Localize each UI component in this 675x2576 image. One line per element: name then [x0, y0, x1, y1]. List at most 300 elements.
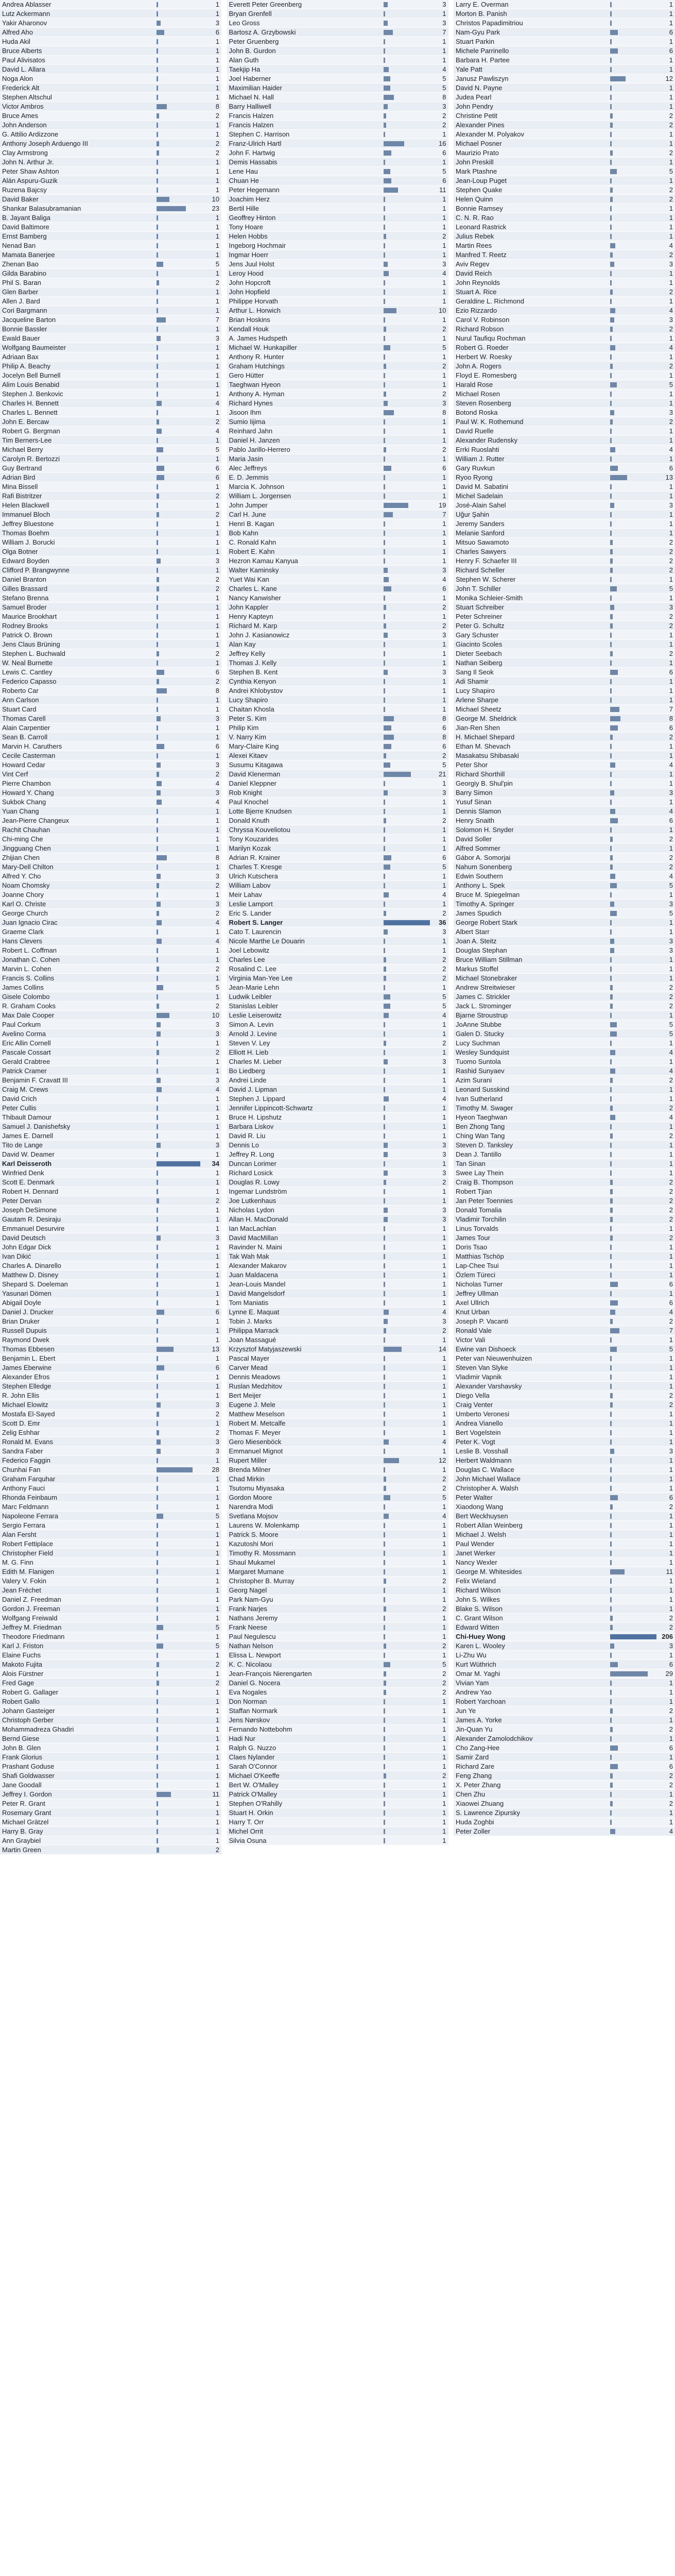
table-row: [227, 927, 448, 937]
count-bar-track: [610, 1225, 656, 1232]
table-row: [0, 408, 221, 417]
table-row: [227, 872, 448, 881]
count-bar: [610, 1560, 612, 1565]
count-bar-track: [610, 965, 656, 973]
person-name: Paul W. K. Rothemund: [456, 417, 524, 426]
person-name: Donald Tomalia: [456, 1206, 502, 1214]
person-name: Gilda Barabino: [2, 269, 46, 277]
count-bar-track: [157, 1744, 203, 1752]
count-value: 1: [215, 1632, 219, 1640]
count-bar-track: [157, 1828, 203, 1835]
count-value: 5: [442, 83, 446, 92]
person-name: Karl J. Friston: [2, 1641, 44, 1650]
table-row: [227, 1345, 448, 1354]
count-bar-track: [610, 641, 656, 648]
count-bar: [610, 1319, 613, 1324]
count-bar-track: [157, 1754, 203, 1761]
count-bar-track: [384, 493, 430, 500]
count-bar-track: [157, 530, 203, 537]
count-value: 1: [669, 1363, 673, 1371]
count-bar-track: [610, 372, 656, 379]
count-bar-track: [610, 1763, 656, 1770]
count-value: 5: [669, 1020, 673, 1028]
table-row: [454, 315, 675, 325]
person-name: Paul Corkum: [2, 1020, 41, 1028]
person-name: Robert H. Dennard: [2, 1187, 59, 1195]
count-value: 4: [669, 306, 673, 314]
count-bar-track: [384, 159, 430, 166]
person-name: Vladimir Torchilin: [456, 1215, 507, 1223]
table-row: [0, 1020, 221, 1029]
count-value: 2: [669, 1317, 673, 1325]
table-row: [454, 464, 675, 473]
count-value: 1: [442, 1623, 446, 1631]
count-bar-track: [384, 539, 430, 546]
count-value: 1: [442, 779, 446, 787]
count-value: 1: [442, 1391, 446, 1399]
table-row: [454, 770, 675, 779]
count-bar-track: [384, 956, 430, 963]
table-row: [227, 1308, 448, 1317]
count-bar-track: [384, 1633, 430, 1640]
count-bar: [610, 633, 612, 638]
count-bar: [610, 865, 613, 870]
count-value: 1: [669, 1549, 673, 1557]
count-bar-track: [157, 1531, 203, 1538]
count-value: 6: [442, 853, 446, 861]
table-row: [454, 649, 675, 658]
count-bar: [384, 141, 404, 146]
count-value: 1: [442, 287, 446, 296]
table-row: [454, 705, 675, 714]
person-name: Anthony A. Hyman: [229, 389, 285, 398]
table-row: [227, 297, 448, 306]
table-row: [454, 1122, 675, 1131]
count-bar-track: [610, 1188, 656, 1195]
count-value: 1: [215, 1280, 219, 1288]
count-bar: [157, 1792, 171, 1797]
person-name: Thibault Damour: [2, 1113, 52, 1121]
count-value: 1: [215, 1808, 219, 1817]
count-bar-track: [157, 1670, 203, 1677]
count-value: 7: [669, 705, 673, 713]
count-value: 1: [215, 121, 219, 129]
count-bar-track: [384, 1503, 430, 1511]
count-bar: [157, 39, 158, 44]
count-bar-track: [384, 947, 430, 954]
person-name: Hezron Kamau Kanyua: [229, 556, 298, 565]
table-row: [227, 937, 448, 946]
person-name: Ben Zhong Tang: [456, 1122, 505, 1130]
person-name: Joseph DeSimone: [2, 1206, 57, 1214]
count-bar-track: [610, 1689, 656, 1696]
count-bar-track: [157, 1837, 203, 1844]
person-name: Jane Goodall: [2, 1781, 42, 1789]
person-name: John A. Rogers: [456, 362, 501, 370]
person-name: Nicole Marthe Le Douarin: [229, 937, 305, 945]
person-name: Anthony Joseph Arduengo III: [2, 139, 88, 147]
count-bar-track: [610, 910, 656, 917]
count-value: 1: [669, 1168, 673, 1177]
count-bar: [157, 1430, 159, 1435]
count-bar-track: [157, 1438, 203, 1446]
count-value: 1: [442, 1734, 446, 1742]
person-name: Federico Faggin: [2, 1456, 50, 1464]
table-row: [227, 918, 448, 927]
count-bar-track: [157, 1272, 203, 1279]
count-bar: [157, 1829, 158, 1834]
table-row: [227, 686, 448, 696]
table-row: [0, 696, 221, 705]
count-value: 7: [442, 510, 446, 518]
count-bar: [157, 308, 158, 313]
count-value: 1: [669, 1011, 673, 1019]
count-bar: [384, 1235, 385, 1241]
table-row: [454, 454, 675, 464]
table-row: [454, 909, 675, 918]
count-bar-track: [157, 826, 203, 834]
count-bar-track: [384, 1411, 430, 1418]
count-bar: [384, 698, 385, 703]
count-bar: [157, 1801, 158, 1806]
count-bar-track: [157, 1114, 203, 1121]
count-value: 1: [215, 1502, 219, 1511]
count-value: 1: [442, 1521, 446, 1529]
count-bar-track: [384, 1466, 430, 1473]
count-value: 3: [215, 1141, 219, 1149]
person-name: Narendra Modi: [229, 1502, 273, 1511]
table-row: [0, 1382, 221, 1391]
count-bar-track: [610, 557, 656, 565]
table-row: [454, 1308, 675, 1317]
table-row: [0, 631, 221, 640]
count-bar: [610, 1690, 612, 1695]
table-row: [0, 1354, 221, 1363]
count-bar: [384, 1838, 385, 1843]
table-row: [0, 399, 221, 408]
person-name: Jack L. Strominger: [456, 1002, 512, 1010]
count-bar-track: [610, 975, 656, 982]
count-bar: [157, 243, 158, 248]
table-row: [0, 1475, 221, 1484]
table-row: [0, 492, 221, 501]
table-row: [227, 1697, 448, 1706]
person-name: Paul Negulescu: [229, 1632, 276, 1640]
person-name: Elliott H. Lieb: [229, 1048, 269, 1056]
count-value: 3: [215, 714, 219, 722]
count-bar-track: [157, 956, 203, 963]
count-bar-track: [157, 1, 203, 8]
count-bar-track: [384, 1374, 430, 1381]
count-value: 1: [215, 955, 219, 963]
table-row: [227, 835, 448, 844]
person-name: Francis S. Collins: [2, 974, 55, 982]
person-name: Jeffrey Kelly: [229, 649, 266, 657]
count-bar-track: [610, 1383, 656, 1390]
count-bar-track: [610, 687, 656, 694]
count-bar: [610, 809, 615, 814]
person-name: Christopher A. Walsh: [456, 1484, 518, 1492]
table-row: [454, 139, 675, 148]
table-row: [454, 714, 675, 723]
count-value: 2: [669, 1771, 673, 1780]
count-bar-track: [610, 57, 656, 64]
table-row: [454, 1039, 675, 1048]
person-name: Bo Liedberg: [229, 1066, 265, 1075]
count-bar-track: [610, 1596, 656, 1603]
count-bar: [157, 1096, 158, 1101]
count-value: 1: [442, 1632, 446, 1640]
table-row: [227, 1781, 448, 1790]
table-row: [227, 649, 448, 658]
person-name: Claes Nylander: [229, 1753, 275, 1761]
person-name: Simon A. Levin: [229, 1020, 274, 1028]
count-bar: [384, 688, 385, 693]
table-row: [454, 1002, 675, 1011]
table-row: [0, 872, 221, 881]
count-bar: [610, 753, 612, 758]
count-value: 1: [669, 1790, 673, 1798]
count-bar-track: [157, 363, 203, 370]
count-bar-track: [610, 520, 656, 528]
count-bar-track: [384, 1021, 430, 1028]
count-value: 2: [669, 250, 673, 259]
count-bar: [384, 271, 389, 276]
person-name: Christine Petit: [456, 111, 497, 120]
count-bar-track: [157, 1142, 203, 1149]
count-value: 2: [215, 1845, 219, 1854]
count-bar: [384, 707, 385, 712]
person-name: Bjarne Stroustrup: [456, 1011, 508, 1019]
person-name: Craig Venter: [456, 1400, 493, 1409]
count-bar: [157, 1217, 158, 1222]
count-bar-track: [157, 446, 203, 453]
person-name: James Collins: [2, 983, 44, 991]
count-bar-track: [384, 205, 430, 212]
table-row: [0, 1400, 221, 1410]
person-name: Robert E. Kahn: [229, 547, 275, 555]
count-bar-track: [384, 1513, 430, 1520]
table-row: [0, 760, 221, 770]
table-row: [227, 575, 448, 584]
count-value: 2: [669, 1623, 673, 1631]
person-name: Jean Fréchet: [2, 1586, 41, 1594]
table-row: [0, 519, 221, 529]
count-bar: [384, 929, 388, 935]
count-value: 2: [442, 1326, 446, 1334]
table-row: [227, 538, 448, 547]
person-name: Staffan Normark: [229, 1706, 278, 1715]
count-bar-track: [157, 1327, 203, 1334]
count-value: 1: [669, 1512, 673, 1520]
count-bar: [157, 1504, 158, 1510]
count-value: 1: [215, 1243, 219, 1251]
count-bar-track: [610, 669, 656, 676]
table-row: [227, 1836, 448, 1845]
count-value: 2: [669, 992, 673, 1001]
table-row: [227, 1187, 448, 1196]
count-bar: [157, 809, 158, 814]
count-bar-track: [384, 882, 430, 889]
person-name: Eva Nogales: [229, 1688, 267, 1696]
count-bar-track: [610, 1327, 656, 1334]
count-bar-track: [610, 455, 656, 463]
count-bar: [157, 123, 158, 128]
count-value: 206: [662, 1632, 673, 1640]
count-bar-track: [157, 1067, 203, 1075]
table-row: [0, 1530, 221, 1539]
person-name: Francis Halzen: [229, 121, 274, 129]
count-bar: [384, 299, 385, 304]
count-bar: [157, 948, 158, 953]
count-bar-track: [157, 1624, 203, 1631]
count-value: 1: [442, 1465, 446, 1473]
count-bar: [384, 725, 391, 731]
count-value: 1: [442, 223, 446, 231]
count-bar: [610, 772, 612, 777]
person-name: Graham Hutchings: [229, 362, 285, 370]
person-name: James Tour: [456, 1233, 490, 1242]
table-column-1: [0, 0, 221, 2576]
table-row: [227, 584, 448, 594]
count-value: 1: [442, 844, 446, 852]
count-value: 1: [215, 1762, 219, 1770]
person-name: Alfred Aho: [2, 28, 33, 36]
person-name: Chad Mirkin: [229, 1475, 265, 1483]
count-bar-track: [610, 1698, 656, 1705]
count-bar: [157, 902, 161, 907]
table-row: [227, 1419, 448, 1428]
person-name: Ian MacLachlan: [229, 1224, 276, 1232]
person-name: Tony Kouzarides: [229, 835, 279, 843]
count-value: 1: [442, 696, 446, 704]
count-bar: [157, 2, 158, 7]
count-bar: [610, 160, 612, 165]
person-name: Margaret Murnane: [229, 1567, 284, 1575]
count-bar-track: [157, 724, 203, 732]
count-value: 5: [669, 584, 673, 592]
count-value: 2: [442, 325, 446, 333]
person-name: David Ruelle: [456, 427, 494, 435]
count-bar-track: [610, 20, 656, 27]
table-row: [454, 83, 675, 93]
count-bar-track: [610, 493, 656, 500]
person-name: Omar M. Yaghi: [456, 1669, 500, 1677]
table-row: [0, 389, 221, 399]
table-row: [454, 185, 675, 195]
person-name: Franz-Ulrich Hartl: [229, 139, 282, 147]
count-bar-track: [610, 474, 656, 481]
count-value: 2: [442, 1039, 446, 1047]
count-bar: [157, 234, 158, 239]
table-row: [227, 1104, 448, 1113]
table-row: [454, 658, 675, 668]
person-name: Cato T. Laurencin: [229, 927, 282, 936]
count-bar-track: [610, 826, 656, 834]
table-row: [454, 501, 675, 510]
table-row: [227, 139, 448, 148]
table-row: [227, 1243, 448, 1252]
count-value: 1: [669, 1354, 673, 1362]
person-name: Michael J. Welsh: [456, 1530, 507, 1538]
person-name: Huda Akil: [2, 37, 30, 45]
person-name: Shafi Goldwasser: [2, 1771, 55, 1780]
person-name: Makoto Fujita: [2, 1660, 43, 1668]
person-name: John E. Bercaw: [2, 417, 49, 426]
count-bar: [384, 1421, 385, 1426]
count-bar-track: [610, 1095, 656, 1103]
count-bar: [384, 558, 385, 564]
count-bar: [157, 1634, 158, 1639]
count-value: 2: [669, 1781, 673, 1789]
count-bar-track: [384, 400, 430, 407]
count-bar: [610, 967, 612, 972]
count-bar-track: [610, 947, 656, 954]
count-bar: [384, 614, 385, 619]
count-bar-track: [157, 1151, 203, 1158]
person-name: Ching Wan Tang: [456, 1131, 505, 1140]
count-value: 13: [665, 473, 673, 481]
table-row: [0, 111, 221, 121]
count-bar: [610, 1087, 612, 1092]
person-name: Michael Posner: [456, 139, 502, 147]
table-row: [0, 853, 221, 862]
count-value: 1: [669, 1539, 673, 1548]
table-row: [0, 1827, 221, 1836]
count-bar: [610, 1031, 617, 1037]
count-bar: [384, 336, 385, 341]
count-bar: [157, 586, 159, 591]
count-value: 1: [215, 1549, 219, 1557]
count-bar: [157, 1282, 158, 1287]
count-bar-track: [157, 1717, 203, 1724]
table-row: [227, 65, 448, 74]
count-bar-track: [157, 1411, 203, 1418]
table-row: [0, 0, 221, 9]
count-value: 2: [669, 325, 673, 333]
count-bar: [610, 95, 612, 100]
count-bar-track: [384, 845, 430, 852]
person-name: Michael Stonebraker: [456, 974, 517, 982]
count-bar-track: [157, 205, 203, 212]
person-name: Alain Carpentier: [2, 723, 50, 732]
count-value: 1: [669, 1410, 673, 1418]
count-value: 6: [669, 1280, 673, 1288]
count-value: 5: [442, 167, 446, 175]
count-value: 6: [669, 28, 673, 36]
count-value: 1: [215, 1382, 219, 1390]
person-name: Frederick Alt: [2, 83, 40, 92]
count-bar: [610, 1356, 612, 1361]
table-row: [454, 1493, 675, 1502]
person-name: Alexei Kitaev: [229, 751, 268, 759]
count-value: 1: [215, 566, 219, 574]
count-bar: [384, 1579, 386, 1584]
person-name: Manfred T. Reetz: [456, 250, 507, 259]
count-bar: [157, 345, 158, 350]
table-row: [0, 770, 221, 779]
count-value: 1: [669, 371, 673, 379]
person-name: Steven Van Slyke: [456, 1363, 508, 1371]
count-bar: [384, 521, 385, 527]
count-value: 2: [669, 148, 673, 157]
table-row: [227, 1465, 448, 1475]
count-bar: [157, 327, 158, 332]
count-value: 1: [442, 130, 446, 138]
count-bar-track: [610, 29, 656, 36]
count-value: 2: [215, 1679, 219, 1687]
count-bar-track: [157, 1030, 203, 1038]
